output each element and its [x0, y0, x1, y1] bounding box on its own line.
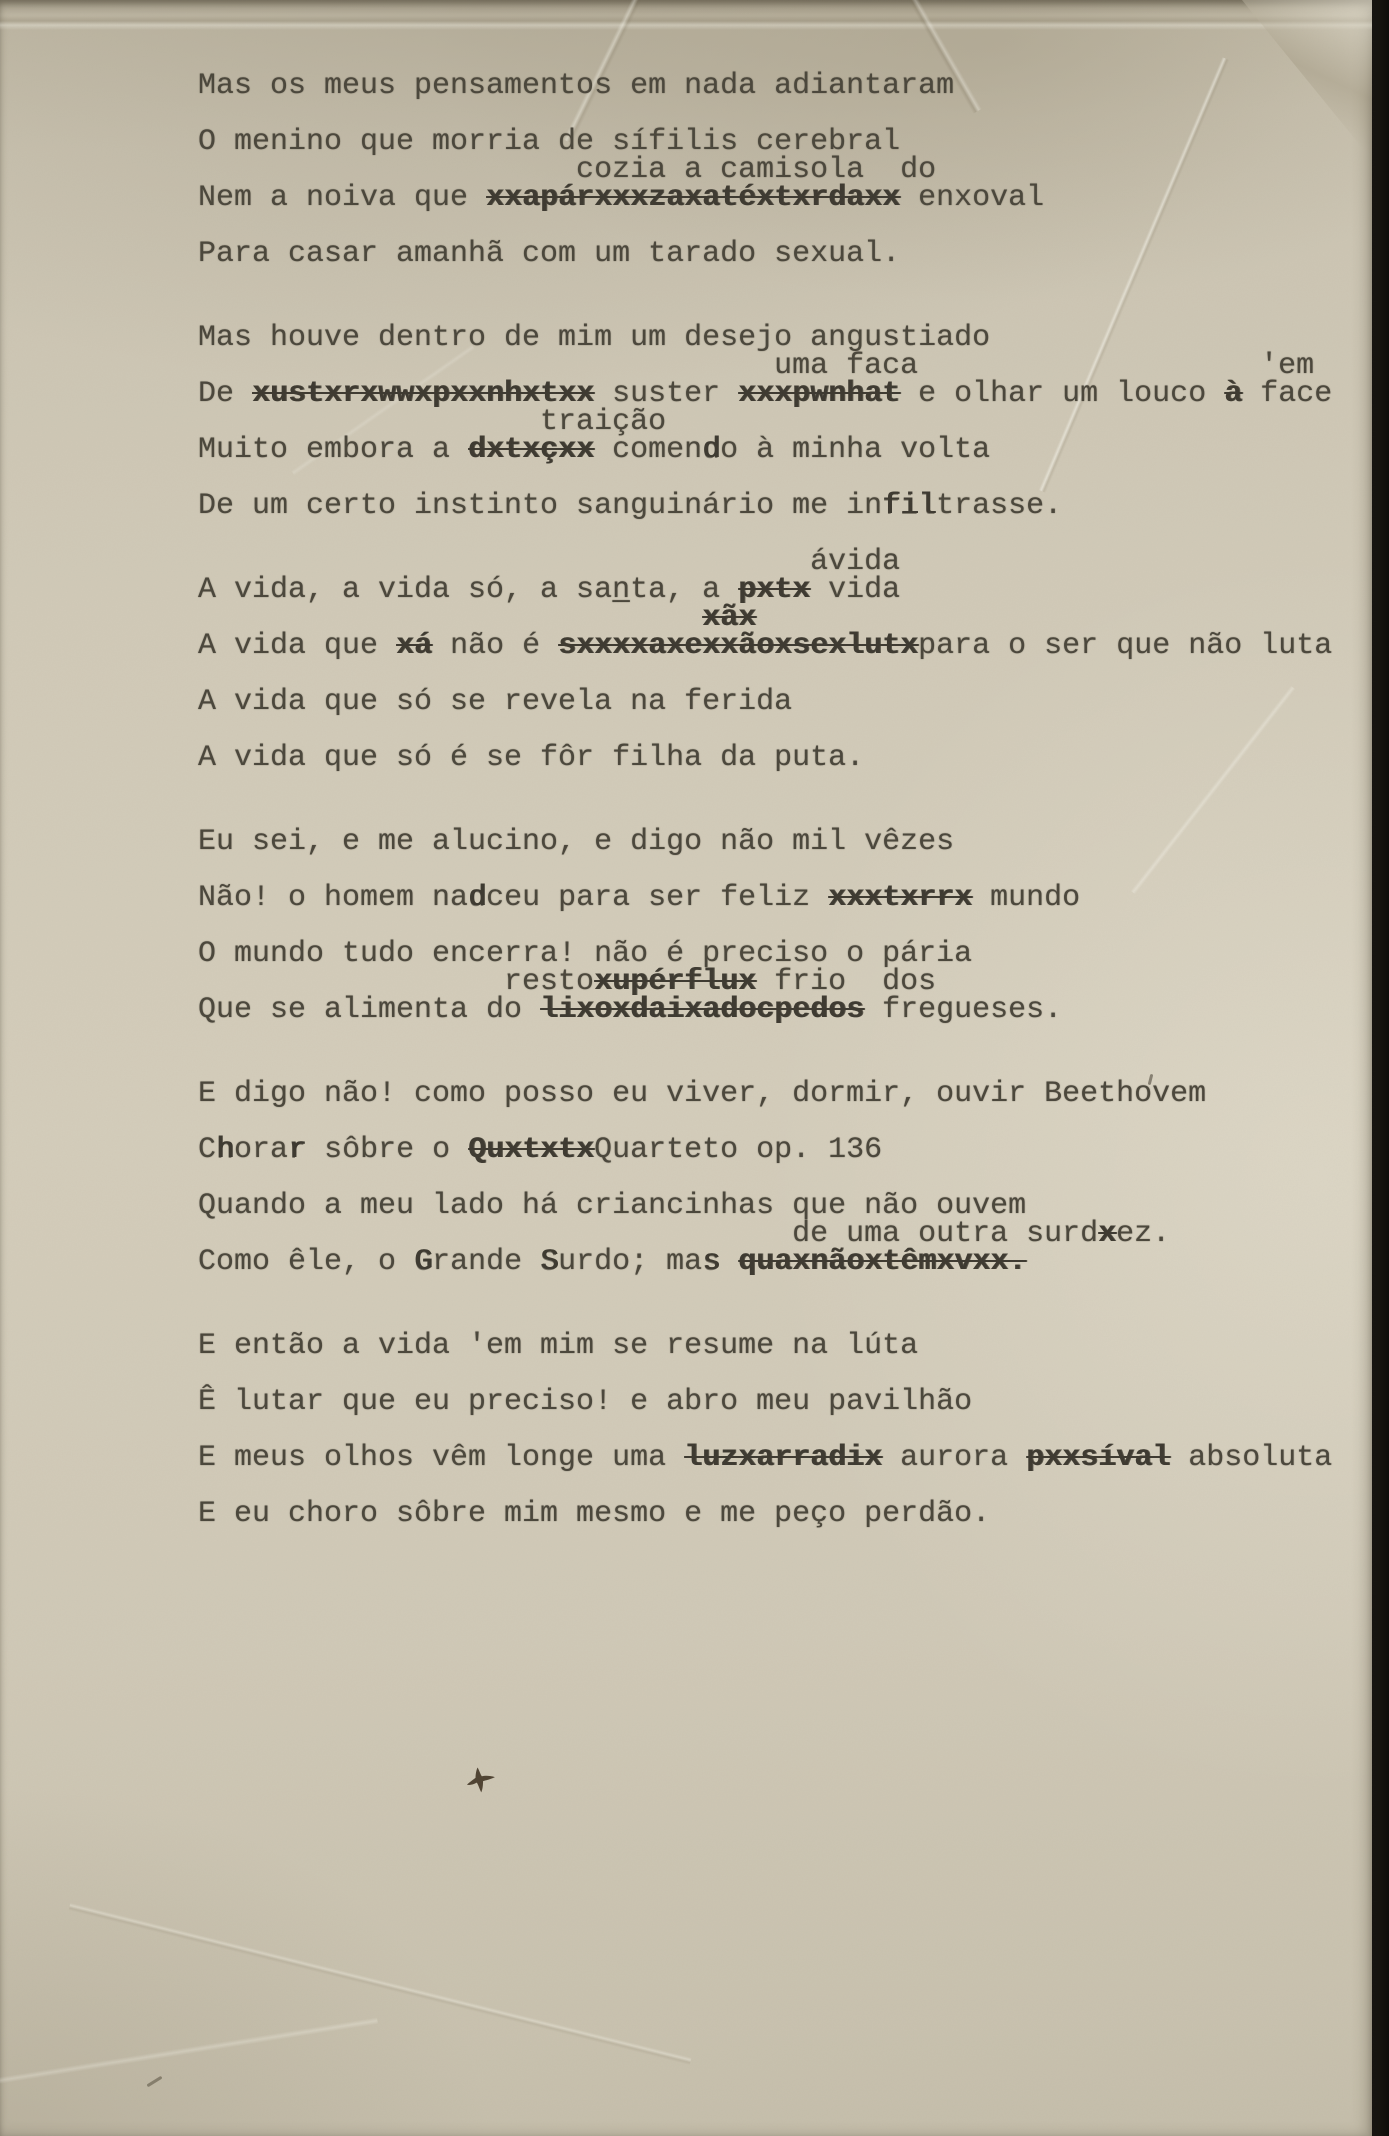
dark-scan-edge [1372, 0, 1389, 2136]
